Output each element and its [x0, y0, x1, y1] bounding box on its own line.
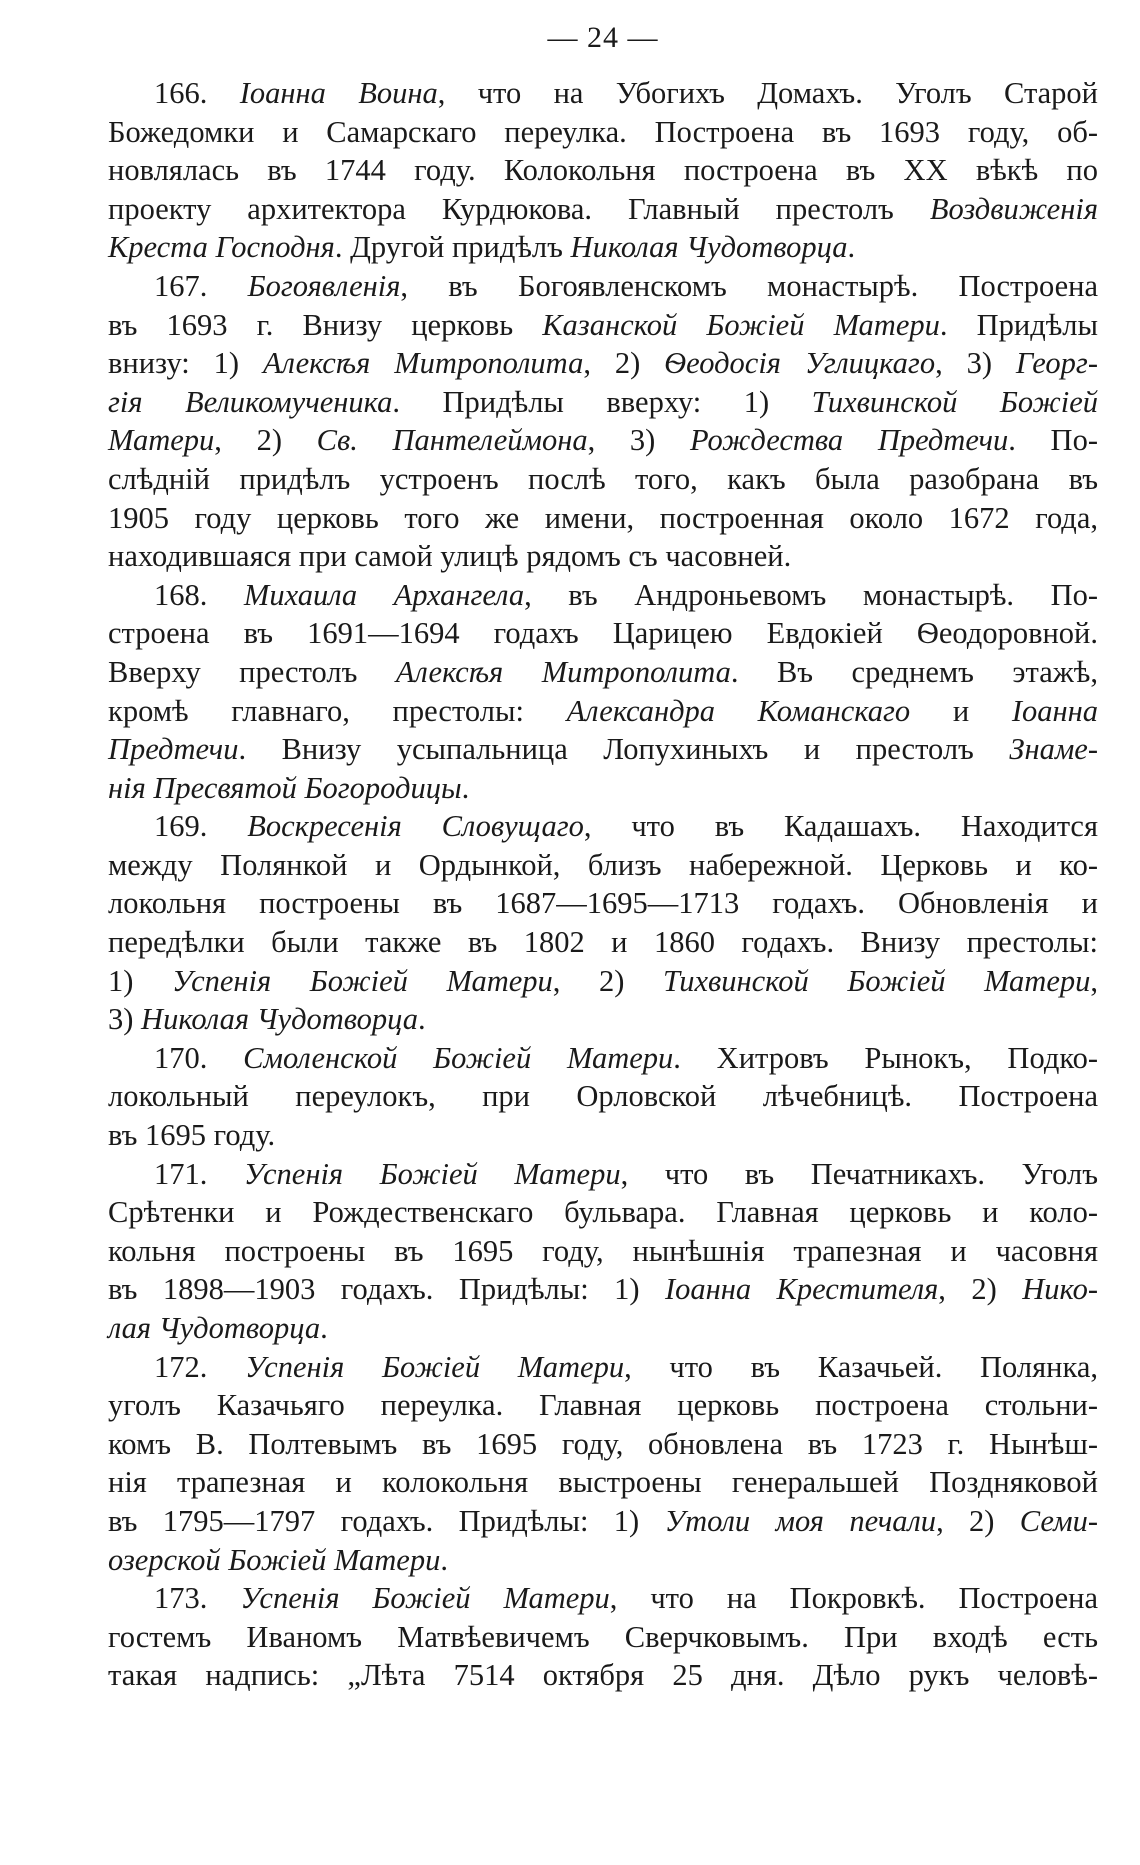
text-run: комъ В. Полтевымъ въ 1695 году, обновлена въ 1723 г. Нынѣш-	[108, 1426, 1098, 1461]
text-run: 1905 году церковь того же имени, построенная около 1672 года,	[108, 500, 1098, 535]
italic-name: Іоанна	[1011, 693, 1098, 728]
text-run: .	[461, 770, 470, 805]
text-run: проекту архитектора Курдюкова. Главный престолъ	[108, 191, 930, 226]
text-run: , 2)	[936, 1503, 1020, 1538]
italic-name: Богоявленія	[247, 268, 401, 303]
entry-1	[108, 74, 1098, 267]
text-line	[108, 576, 1098, 615]
italic-name: Тихвинской Божіей Матери	[663, 963, 1091, 998]
italic-name: Іоанна Крестителя	[664, 1272, 939, 1307]
text-line	[108, 1000, 1098, 1039]
text-run: локольный переулокъ, при Орловской лѣчебницѣ. Построена	[108, 1079, 1098, 1114]
page-number: — 24 —	[547, 21, 659, 54]
entry-6	[108, 1155, 1098, 1348]
text-run: 167.	[154, 268, 248, 303]
text-run: нія трапезная и колокольня выстроены генеральшей Поздняковой	[108, 1465, 1098, 1500]
text-run: ,	[1090, 963, 1098, 998]
text-line	[108, 807, 1098, 846]
entry-5	[108, 1039, 1098, 1155]
text-run: 168.	[154, 577, 244, 612]
text-run: , 3)	[935, 346, 1016, 381]
text-run: . Въ среднемъ этажѣ,	[730, 654, 1098, 689]
text-line	[108, 692, 1098, 731]
italic-name: Николая Чудотворца	[570, 230, 848, 265]
italic-name: Предтечи	[108, 732, 239, 767]
text-line	[108, 1348, 1098, 1387]
text-run: внизу: 1)	[108, 346, 263, 381]
text-run: Срѣтенки и Рождественскаго бульвара. Главная церковь и коло-	[108, 1195, 1098, 1230]
text-run: , въ Богоявленскомъ монастырѣ. Построена	[400, 268, 1099, 303]
text-line	[108, 267, 1098, 306]
text-run: . Хитровъ Рынокъ, Подко-	[673, 1040, 1099, 1075]
italic-name: Знаме-	[1009, 732, 1098, 767]
italic-name: Казанской Божіей Матери	[542, 307, 940, 342]
italic-name: Александра Команскаго	[566, 693, 911, 728]
text-line	[108, 1309, 1098, 1348]
text-line	[108, 730, 1098, 769]
text-line	[108, 151, 1098, 190]
text-run: между Полянкой и Ордынкой, близъ набережной. Церковь и ко-	[108, 847, 1098, 882]
text-run: . Придѣлы вверху: 1)	[392, 384, 812, 419]
text-run: 172.	[154, 1349, 246, 1384]
text-run: , что въ Печатникахъ. Уголъ	[620, 1156, 1098, 1191]
text-run: локольня построены въ 1687—1695—1713 годахъ. Обновленія и	[108, 886, 1098, 921]
italic-name: Георг-	[1015, 346, 1098, 381]
text-run: 169.	[154, 809, 248, 844]
text-line	[108, 614, 1098, 653]
text-run: такая надпись: „Лѣта 7514 октября 25 дня. Дѣло рукъ человѣ-	[108, 1658, 1098, 1693]
text-run: . Внизу усыпальница Лопухиныхъ и престолъ	[238, 732, 1010, 767]
text-line	[108, 421, 1098, 460]
text-run: 171.	[154, 1156, 244, 1191]
text-line	[108, 1386, 1098, 1425]
italic-name: Успенія Божіей Матери	[240, 1581, 610, 1616]
text-line	[108, 1502, 1098, 1541]
text-run: , 2)	[583, 346, 665, 381]
text-run: 1)	[108, 963, 172, 998]
text-line	[108, 306, 1098, 345]
text-run: 173.	[154, 1581, 241, 1616]
text-run: и	[910, 693, 1012, 728]
italic-name: Успенія Божіей Матери	[245, 1349, 625, 1384]
italic-name: Николая Чудотворца	[141, 1002, 419, 1037]
text-line	[108, 1579, 1098, 1618]
text-run: , что въ Казачьей. Полянка,	[624, 1349, 1098, 1384]
italic-name: Креста Господня	[108, 230, 335, 265]
entry-8	[108, 1579, 1098, 1695]
text-run: въ 1693 г. Внизу церковь	[108, 307, 543, 342]
text-line	[108, 962, 1098, 1001]
entry-7	[108, 1348, 1098, 1580]
text-line	[108, 1270, 1098, 1309]
text-line	[108, 1463, 1098, 1502]
italic-name: Воскресенія Словущаго	[247, 809, 584, 844]
text-run: , 2)	[938, 1272, 1023, 1307]
text-line	[108, 1541, 1098, 1580]
text-line	[108, 1193, 1098, 1232]
text-line	[108, 1232, 1098, 1271]
text-line	[108, 1116, 1098, 1155]
text-run: . По-	[1008, 423, 1098, 458]
text-run: гостемъ Иваномъ Матвѣевичемъ Сверчковымъ. При входѣ есть	[108, 1619, 1098, 1654]
text-line	[108, 923, 1098, 962]
text-line	[108, 653, 1098, 692]
text-run: 3)	[108, 1002, 142, 1037]
text-run: уголъ Казачьяго переулка. Главная церковь построена стольни-	[108, 1388, 1098, 1423]
text-run: въ 1695 году.	[108, 1118, 276, 1153]
text-line	[108, 846, 1098, 885]
text-run: 170.	[154, 1040, 244, 1075]
text-line	[108, 499, 1098, 538]
text-line	[108, 190, 1098, 229]
text-line	[108, 1618, 1098, 1657]
italic-name: Іоанна Воина	[239, 76, 438, 110]
text-run: Вверху престолъ	[108, 654, 396, 689]
text-line	[108, 1155, 1098, 1194]
text-run: .	[320, 1311, 328, 1345]
text-run: находившаяся при самой улицѣ рядомъ съ часовней.	[108, 539, 792, 574]
text-line	[108, 113, 1098, 152]
italic-name: Алексѣя Митрополита	[262, 346, 584, 381]
text-run: кольня построены въ 1695 году, нынѣшнія трапезная и часовня	[108, 1233, 1098, 1268]
entry-3	[108, 576, 1098, 808]
text-run: въ 1898—1903 годахъ. Придѣлы: 1)	[108, 1272, 665, 1307]
italic-name: Рождества Предтечи	[690, 423, 1009, 458]
entries-list	[108, 74, 1098, 1695]
italic-name: Матери	[108, 423, 215, 458]
italic-name: лая Чудотворца	[108, 1311, 321, 1345]
text-run: , 3)	[587, 423, 690, 458]
text-run: кромѣ главнаго, престолы:	[108, 693, 567, 728]
text-line	[108, 537, 1098, 576]
italic-name: Св. Пантелеймона	[316, 423, 588, 458]
italic-name: Смоленской Божіей Матери	[243, 1040, 674, 1075]
text-run: .	[418, 1002, 426, 1037]
text-line	[108, 383, 1098, 422]
text-line	[108, 884, 1098, 923]
text-line	[108, 74, 1098, 113]
text-run: Божедомки и Самарскаго переулка. Построена въ 1693 году, об-	[108, 114, 1098, 149]
text-run: .	[847, 230, 856, 265]
book-page	[108, 20, 1098, 1695]
text-run: , 2)	[214, 423, 317, 458]
text-line	[108, 1425, 1098, 1464]
italic-name: Семи-	[1019, 1503, 1098, 1538]
italic-name: нія Пресвятой Богородицы	[108, 770, 462, 805]
text-run: строена въ 1691—1694 годахъ Царицею Евдокіей Ѳеодоровной.	[108, 616, 1098, 651]
italic-name: озерской Божіей Матери	[108, 1542, 441, 1577]
text-run: . Другой придѣлъ	[334, 230, 571, 265]
text-line	[108, 228, 1098, 267]
text-run: , въ Андроньевомъ монастырѣ. По-	[524, 577, 1098, 612]
text-line	[108, 460, 1098, 499]
text-run: , 2)	[552, 963, 663, 998]
text-run: новлялась въ 1744 году. Колокольня построена въ XX вѣкѣ по	[108, 153, 1098, 188]
text-run: .	[440, 1542, 448, 1577]
text-run: слѣдній придѣлъ устроенъ послѣ того, какъ была разобрана въ	[108, 461, 1098, 496]
italic-name: гія Великомученика	[108, 384, 393, 419]
text-run: , что на Убогихъ Домахъ. Уголъ Старой	[437, 76, 1099, 110]
text-run: 166.	[154, 76, 240, 110]
text-run: передѣлки были также въ 1802 и 1860 годахъ. Внизу престолы:	[108, 925, 1098, 960]
text-run: . Придѣлы	[939, 307, 1099, 342]
text-line	[108, 1039, 1098, 1078]
italic-name: Утоли моя печали	[664, 1503, 937, 1538]
text-run: , что на Покровкѣ. Построена	[609, 1581, 1099, 1616]
text-line	[108, 1077, 1098, 1116]
entry-2	[108, 267, 1098, 576]
italic-name: Тихвинской Божіей	[811, 384, 1098, 419]
text-run: въ 1795—1797 годахъ. Придѣлы: 1)	[108, 1503, 665, 1538]
italic-name: Ѳеодосія Углицкаго	[664, 346, 936, 381]
italic-name: Нико-	[1022, 1272, 1098, 1307]
entry-4	[108, 807, 1098, 1039]
italic-name: Алексѣя Митрополита	[395, 654, 731, 689]
text-line	[108, 344, 1098, 383]
text-line	[108, 769, 1098, 808]
italic-name: Михаила Архангела	[243, 577, 525, 612]
text-line	[108, 1656, 1098, 1695]
italic-name: Воздвиженія	[929, 191, 1098, 226]
italic-name: Успенія Божіей Матери	[172, 963, 553, 998]
text-run: , что въ Кадашахъ. Находится	[583, 809, 1098, 844]
italic-name: Успенія Божіей Матери	[243, 1156, 621, 1191]
